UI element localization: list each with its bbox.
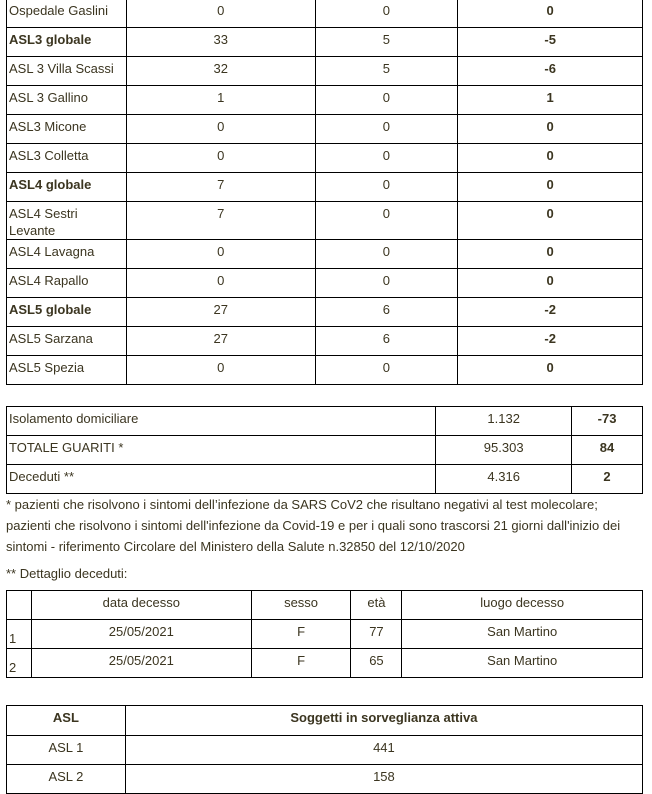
value-2: 0: [315, 202, 458, 240]
facility-name: ASL4 Sestri Levante: [7, 202, 127, 240]
death-date: 25/05/2021: [31, 620, 251, 649]
table-row: [7, 0, 643, 28]
value-1: 0: [126, 115, 315, 144]
footnote-deceduti: ** Dettaglio deceduti:: [6, 566, 128, 581]
death-age: 77: [351, 620, 402, 649]
deaths-header-age: età: [351, 591, 402, 620]
facility-name: ASL4 globale: [7, 173, 127, 202]
value-2: 0: [315, 86, 458, 115]
death-age: 65: [351, 649, 402, 678]
summary-label: Isolamento domiciliare: [7, 407, 436, 436]
value-1: 0: [126, 0, 315, 28]
facility-name: ASL 3 Villa Scassi: [7, 57, 127, 86]
deaths-header-index: [7, 591, 32, 620]
asl-name: ASL 2: [7, 765, 126, 794]
value-2: 0: [315, 144, 458, 173]
table-row: [7, 736, 643, 765]
facility-name: ASL 3 Gallino: [7, 86, 127, 115]
death-sex: F: [251, 649, 351, 678]
footnote-guariti: * pazienti che risolvono i sintomi dell’infezione da SARS CoV2 che risultano negativi al test molecolare; pazienti che risolvono i sintomi dell'infezione da Covid-19 e per i quali sono trascorsi 21 giorni dall'inizio dei sintomi - riferimento Circolare del Ministero della Salute n.32850 del 12/10/2020: [6, 497, 621, 554]
value-1: 0: [126, 356, 315, 385]
value-2: 5: [315, 57, 458, 86]
delta-value: -5: [458, 28, 643, 57]
facility-name: ASL5 Sarzana: [7, 327, 127, 356]
value-1: 27: [126, 327, 315, 356]
value-1: 1: [126, 86, 315, 115]
table-row: [7, 356, 643, 385]
value-1: 7: [126, 173, 315, 202]
death-place: San Martino: [402, 620, 643, 649]
table-row: [7, 407, 643, 436]
summary-value: 1.132: [436, 407, 572, 436]
delta-value: -6: [458, 57, 643, 86]
death-date: 25/05/2021: [31, 649, 251, 678]
asl-name: ASL 1: [7, 736, 126, 765]
facility-name: ASL5 globale: [7, 298, 127, 327]
value-2: 0: [315, 0, 458, 28]
summary-value: 4.316: [436, 465, 572, 494]
summary-label: Deceduti **: [7, 465, 436, 494]
delta-value: -2: [458, 298, 643, 327]
facility-name: ASL4 Rapallo: [7, 269, 127, 298]
table-row: [7, 144, 643, 173]
delta-value: 0: [458, 240, 643, 269]
table-row: [7, 240, 643, 269]
delta-value: -2: [458, 327, 643, 356]
table-row: [7, 298, 643, 327]
value-2: 6: [315, 327, 458, 356]
value-1: 0: [126, 269, 315, 298]
death-index: 2: [7, 649, 32, 678]
facility-name: ASL3 Colletta: [7, 144, 127, 173]
delta-value: 0: [458, 269, 643, 298]
value-1: 33: [126, 28, 315, 57]
delta-value: 0: [458, 144, 643, 173]
summary-delta: 84: [572, 436, 643, 465]
delta-value: 1: [458, 86, 643, 115]
surveillance-table: [6, 705, 643, 794]
table-row: [7, 649, 643, 678]
value-2: 0: [315, 269, 458, 298]
table-row: [7, 620, 643, 649]
death-place: San Martino: [402, 649, 643, 678]
summary-delta: -73: [572, 407, 643, 436]
value-1: 7: [126, 202, 315, 240]
facility-name: ASL4 Lavagna: [7, 240, 127, 269]
value-1: 27: [126, 298, 315, 327]
hospital-table: [6, 0, 643, 385]
surveillance-header-count: Soggetti in sorveglianza attiva: [125, 706, 642, 736]
facility-name: ASL5 Spezia: [7, 356, 127, 385]
delta-value: 0: [458, 115, 643, 144]
delta-value: 0: [458, 173, 643, 202]
table-row: [7, 436, 643, 465]
value-2: 0: [315, 115, 458, 144]
delta-value: 0: [458, 202, 643, 240]
table-row: [7, 202, 643, 240]
facility-name: ASL3 globale: [7, 28, 127, 57]
surveillance-count: 158: [125, 765, 642, 794]
table-row: [7, 57, 643, 86]
delta-value: 0: [458, 0, 643, 28]
summary-delta: 2: [572, 465, 643, 494]
summary-table: [6, 406, 643, 494]
facility-name: Ospedale Gaslini: [7, 0, 127, 28]
facility-name: ASL3 Micone: [7, 115, 127, 144]
table-row: [7, 269, 643, 298]
deaths-table: [6, 590, 643, 678]
death-sex: F: [251, 620, 351, 649]
value-2: 0: [315, 240, 458, 269]
value-1: 32: [126, 57, 315, 86]
summary-value: 95.303: [436, 436, 572, 465]
table-row: [7, 173, 643, 202]
value-2: 0: [315, 356, 458, 385]
surveillance-header-asl: ASL: [7, 706, 126, 736]
value-2: 0: [315, 173, 458, 202]
value-2: 6: [315, 298, 458, 327]
table-row: [7, 115, 643, 144]
table-row: [7, 86, 643, 115]
delta-value: 0: [458, 356, 643, 385]
surveillance-count: 441: [125, 736, 642, 765]
summary-label: TOTALE GUARITI *: [7, 436, 436, 465]
value-1: 0: [126, 144, 315, 173]
table-row: [7, 28, 643, 57]
value-1: 0: [126, 240, 315, 269]
death-index: 1: [7, 620, 32, 649]
deaths-header-place: luogo decesso: [402, 591, 643, 620]
table-row: [7, 465, 643, 494]
deaths-header-date: data decesso: [31, 591, 251, 620]
value-2: 5: [315, 28, 458, 57]
table-row: [7, 765, 643, 794]
deaths-header-sex: sesso: [251, 591, 351, 620]
table-row: [7, 327, 643, 356]
